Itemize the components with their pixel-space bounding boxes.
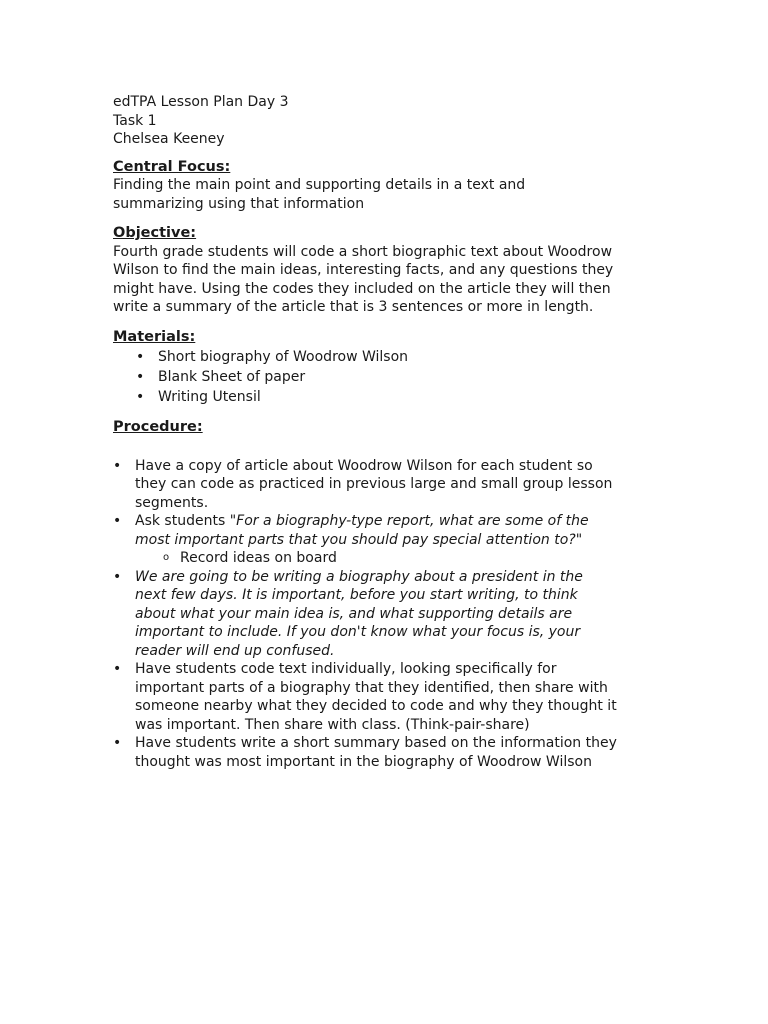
objective-heading: Objective: [113,225,197,241]
objective-line: Wilson to find the main ideas, interesting facts, and any questions they [113,262,614,278]
procedure-step-line: was important. Then share with class. (Think-pair-share) [135,716,530,733]
document-header [113,93,673,149]
objective-line: might have. Using the codes they included on the article they will then [113,280,611,297]
procedure-step-quote: most important parts that you should pay special attention to?" [135,531,583,548]
objective-line: Fourth grade students will code a short biographic text about Woodrow [113,243,613,260]
procedure-list [113,457,673,772]
procedure-step-line: • Have students write a short summary based on the information they [135,735,617,751]
procedure-step-line: next few days. It is important, before you start writing, to think [135,587,578,603]
procedure-step-line: important parts of a biography that they identified, then share with [135,679,608,696]
procedure-step-line: important to include. If you don't know what your focus is, your [135,624,581,640]
procedure-step-line: • Have students code text individually, looking specifically for [135,661,557,677]
procedure-step [113,568,673,661]
central-focus-section [113,158,673,214]
procedure-step-line: someone nearby what they decided to code and why they thought it [135,698,617,714]
materials-list-item: • Writing Utensil [113,387,673,407]
procedure-step-line: reader will end up confused. [135,642,335,659]
materials-section [113,328,673,408]
procedure-step-line [135,512,673,531]
central-focus-heading: Central Focus: [113,158,231,175]
central-focus-line: summarizing using that information [113,195,365,212]
materials-list [113,347,673,407]
materials-list-item: • Blank Sheet of paper [113,367,673,387]
procedure-step-line: • Have a copy of article about Woodrow Wilson for each student so [135,457,593,474]
materials-list-item: • Short biography of Woodrow Wilson [113,347,673,367]
procedure-step [113,734,673,771]
procedure-step-line: they can code as practiced in previous large and small group lesson [135,476,613,492]
central-focus-line: Finding the main point and supporting details in a text and [113,177,526,193]
objective-section [113,224,673,317]
document-page [113,93,673,771]
procedure-step-line: segments. [135,494,209,511]
procedure-step [113,512,673,568]
procedure-section [113,418,673,771]
procedure-step-line: • We are going to be writing a biography about a president in the [135,568,583,585]
procedure-step-quote: "For a biography-type report, what are some of the [229,513,589,529]
procedure-heading: Procedure: [113,419,203,435]
procedure-step-line: about what your main idea is, and what supporting details are [135,605,573,622]
materials-heading: Materials: [113,328,196,345]
procedure-step-prefix: Ask students [135,513,230,529]
procedure-step [113,457,673,513]
task-label: Task 1 [113,112,157,129]
author-name: Chelsea Keeney [113,131,225,147]
procedure-step [113,660,673,734]
document-title: edTPA Lesson Plan Day 3 [113,94,289,110]
procedure-step-line: thought was most important in the biography of Woodrow Wilson [135,753,592,770]
objective-line: write a summary of the article that is 3 sentences or more in length. [113,299,594,315]
procedure-substep: o Record ideas on board [135,549,673,568]
procedure-sublist [135,549,673,568]
